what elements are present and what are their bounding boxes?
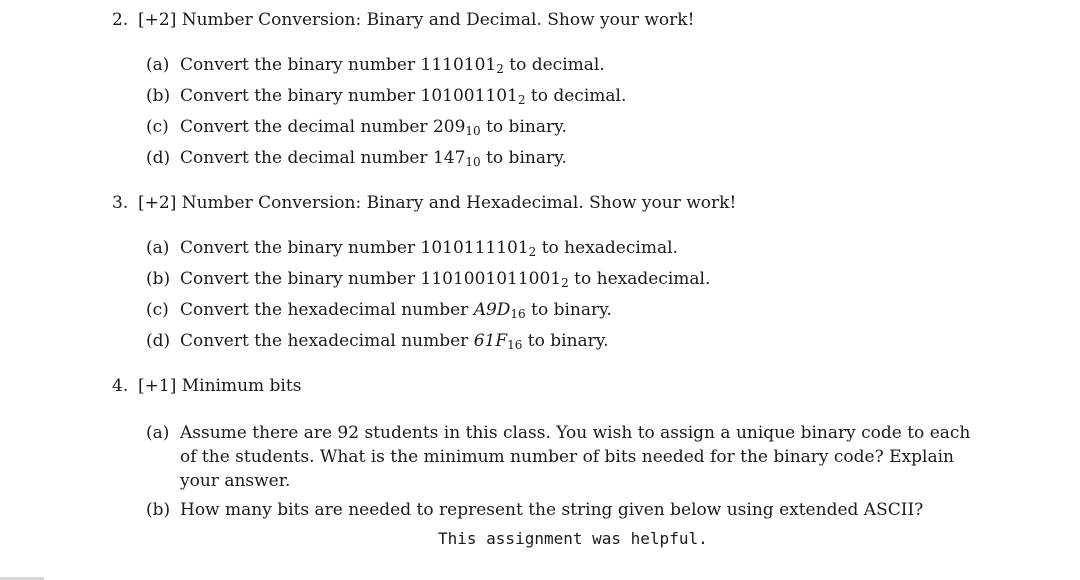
question-4b [146, 500, 923, 520]
number-base: 16 [510, 307, 526, 321]
number-base: 10 [465, 124, 481, 138]
question-4-heading [112, 376, 301, 396]
sub-label: (a) [146, 238, 170, 258]
question-title: [+2] Number Conversion: Binary and Decimal. Show your work! [138, 10, 695, 30]
sub-text-end: to binary. [525, 300, 612, 320]
sub-text: Assume there are 92 students in this class. You wish to assign a unique binary code to each of the students. What is the minimum number of bits needed for the binary code? Explain your answer. [180, 423, 971, 491]
number-base: 2 [496, 62, 504, 76]
question-title: [+1] Minimum bits [138, 376, 302, 396]
sub-text-end: to binary. [480, 148, 567, 168]
sub-label: (d) [146, 148, 171, 168]
question-3c [146, 300, 612, 320]
question-3a [146, 238, 678, 258]
sub-label: (b) [146, 86, 171, 106]
sub-text: Convert the binary number [180, 86, 421, 106]
question-number: 2. [112, 10, 129, 30]
sub-text: Convert the hexadecimal number [180, 331, 474, 351]
sub-text-end: to decimal. [525, 86, 627, 106]
number-base: 10 [465, 155, 481, 169]
question-2-heading [112, 10, 694, 30]
question-3b [146, 269, 710, 289]
sub-label: (b) [146, 500, 171, 520]
number-value: 1010111101 [420, 238, 529, 258]
question-number: 3. [112, 193, 129, 213]
sub-text-end: to decimal. [503, 55, 605, 75]
question-3d [146, 331, 609, 351]
number-value: 209 [432, 117, 466, 137]
question-4a [146, 421, 986, 493]
sub-text: Convert the decimal number [180, 148, 433, 168]
question-2d [146, 148, 567, 168]
question-2c [146, 117, 567, 137]
number-value: A9D [473, 300, 511, 320]
sub-text-end: to binary. [522, 331, 609, 351]
sub-label: (a) [146, 423, 170, 443]
sub-text-end: to hexadecimal. [568, 269, 711, 289]
sub-label: (c) [146, 300, 169, 320]
number-value: 147 [432, 148, 466, 168]
sub-text: Convert the binary number [180, 238, 421, 258]
number-base: 16 [507, 338, 523, 352]
sub-text: Convert the binary number [180, 55, 421, 75]
question-2a [146, 55, 605, 75]
question-number: 4. [112, 376, 129, 396]
number-value: 1101001011001 [420, 269, 562, 289]
sub-label: (d) [146, 331, 171, 351]
sub-text: Convert the binary number [180, 269, 421, 289]
number-value: 61F [473, 331, 508, 351]
question-title: [+2] Number Conversion: Binary and Hexadecimal. Show your work! [138, 193, 737, 213]
number-value: 1110101 [420, 55, 497, 75]
sub-text: How many bits are needed to represent the string given below using extended ASCII? [180, 500, 924, 520]
sub-text-end: to binary. [480, 117, 567, 137]
number-base: 2 [528, 245, 537, 259]
sub-text: Convert the decimal number [180, 117, 433, 137]
sub-text: Convert the hexadecimal number [180, 300, 474, 320]
sub-label: (b) [146, 269, 171, 289]
sub-label: (a) [146, 55, 170, 75]
question-2b [146, 86, 626, 106]
number-base: 2 [517, 93, 526, 107]
sub-label: (c) [146, 117, 169, 137]
sub-text-end: to hexadecimal. [536, 238, 678, 258]
question-3-heading [112, 193, 736, 213]
number-value: 101001101 [420, 86, 518, 106]
number-base: 2 [561, 276, 569, 290]
ascii-string: This assignment was helpful. [438, 529, 708, 548]
